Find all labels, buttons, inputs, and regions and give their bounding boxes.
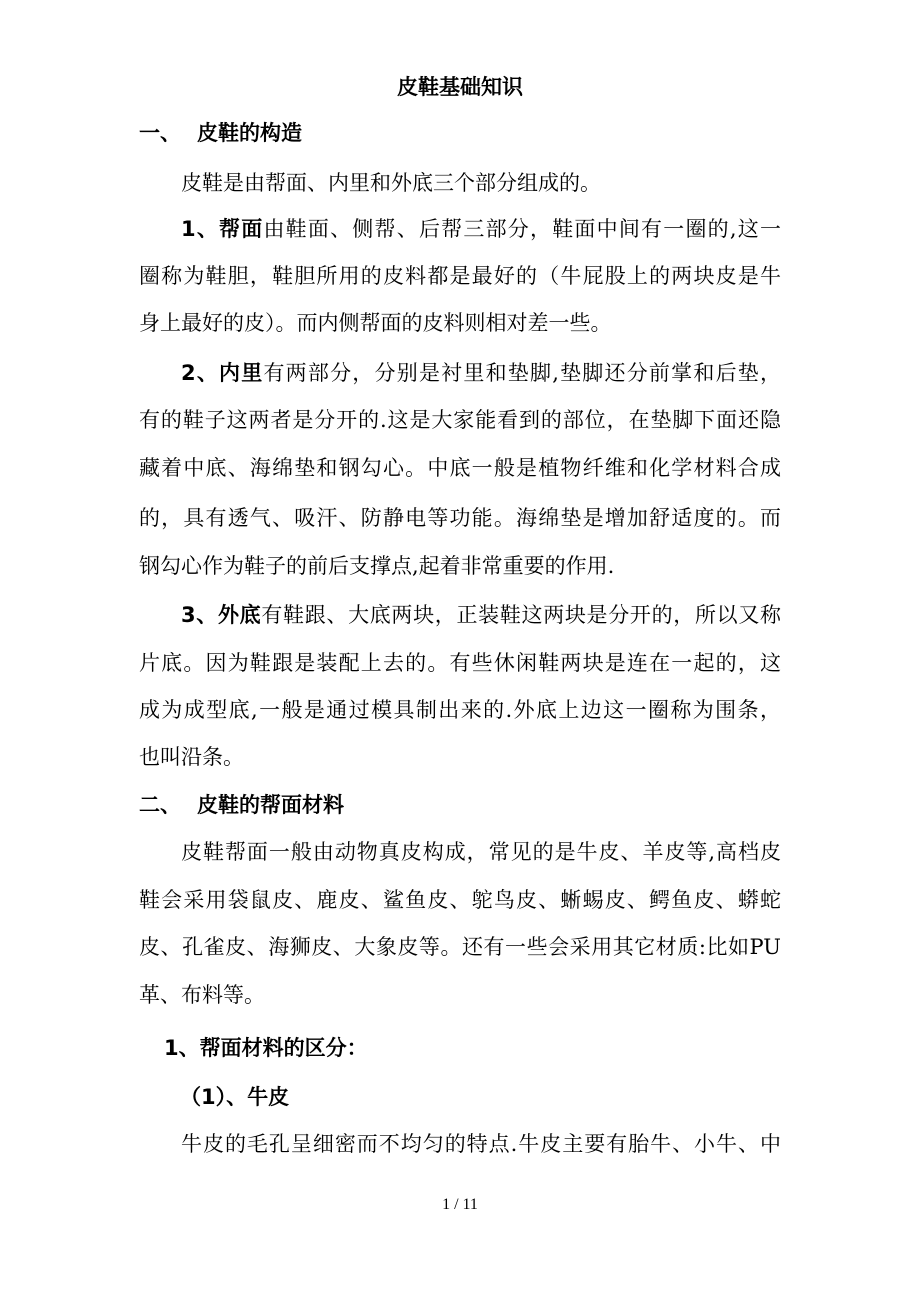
section-number: 二、 [139, 793, 181, 817]
paragraph-line: 藏着中底、海绵垫和钢勾心。中底一般是植物纤维和化学材料合成 [139, 456, 781, 480]
paragraph-line: 皮鞋是由帮面、内里和外底三个部分组成的。 [181, 171, 601, 195]
bold-term: 2、内里 [181, 361, 264, 385]
paragraph-line: 的，具有透气、吸汗、防静电等功能。海绵垫是增加舒适度的。而 [139, 506, 781, 530]
paragraph-line: 有的鞋子这两者是分开的.这是大家能看到的部位，在垫脚下面还隐 [139, 408, 781, 432]
section-title: 皮鞋的帮面材料 [197, 793, 344, 817]
section-number: 一、 [139, 121, 181, 145]
text: 有鞋跟、大底两块，正装鞋这两块是分开的，所以又称 [261, 603, 781, 627]
paragraph-line: 片底。因为鞋跟是装配上去的。有些休闲鞋两块是连在一起的，这 [139, 651, 781, 675]
bold-term: 1、帮面 [181, 217, 264, 241]
paragraph-line: 革、布料等。 [139, 983, 265, 1007]
subsection-heading: 1、帮面材料的区分： [164, 1036, 368, 1060]
text: 由鞋面、侧帮、后帮三部分，鞋面中间有一圈的,这一 [263, 217, 781, 241]
paragraph-line [139, 600, 781, 630]
paragraph-line: 钢勾心作为鞋子的前后支撑点,起着非常重要的作用. [139, 554, 615, 578]
text: 有两部分，分别是衬里和垫脚,垫脚还分前掌和后垫， [263, 361, 781, 385]
document-title: 皮鞋基础知识 [397, 75, 523, 99]
paragraph-line: 身上最好的皮）。而内侧帮面的皮料则相对差一些。 [139, 311, 612, 335]
section-title: 皮鞋的构造 [197, 121, 302, 145]
paragraph-line: 鞋会采用袋鼠皮、鹿皮、鲨鱼皮、鸵鸟皮、蜥蜴皮、鳄鱼皮、蟒蛇 [139, 888, 781, 912]
paragraph-line: 牛皮的毛孔呈细密而不均匀的特点.牛皮主要有胎牛、小牛、中 [181, 1132, 781, 1156]
bold-term: 3、外底 [181, 603, 262, 627]
paragraph-line: 皮鞋帮面一般由动物真皮构成，常见的是牛皮、羊皮等,高档皮 [181, 840, 781, 864]
paragraph-line [139, 358, 781, 388]
section-heading-2 [139, 790, 781, 820]
section-heading-1 [139, 118, 781, 148]
paragraph-line: 也叫沿条。 [139, 745, 244, 769]
paragraph-line: 成为成型底,一般是通过模具制出来的.外底上边这一圈称为围条， [139, 698, 781, 722]
paragraph-line [139, 214, 781, 244]
paragraph-line: 皮、孔雀皮、海狮皮、大象皮等。还有一些会采用其它材质:比如PU [139, 935, 781, 959]
subsubsection-heading: （1）、牛皮 [180, 1085, 290, 1109]
page-number: 1 / 11 [442, 1196, 478, 1213]
paragraph-line: 圈称为鞋胆，鞋胆所用的皮料都是最好的（牛屁股上的两块皮是牛 [139, 264, 781, 288]
